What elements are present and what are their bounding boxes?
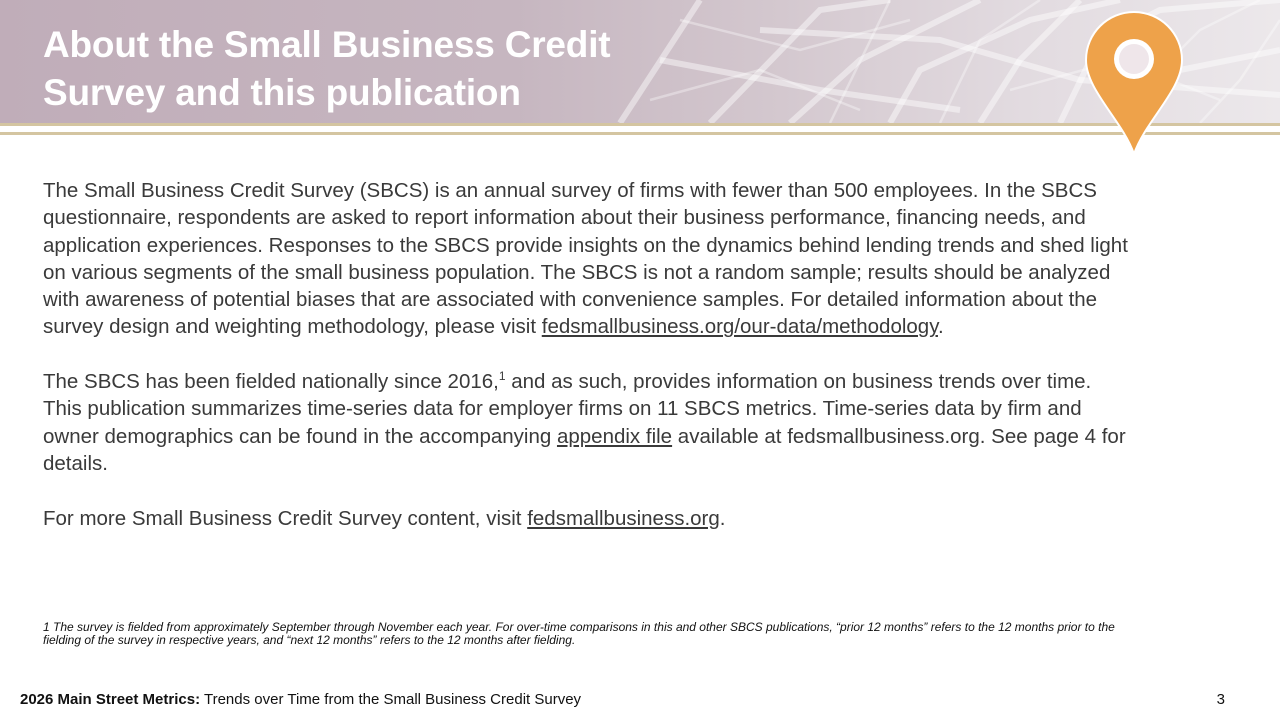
footer-title-bold: 2026 Main Street Metrics: xyxy=(20,691,201,708)
paragraph-text: The Small Business Credit Survey (SBCS) is an annual survey of firms with fewer than 500 employees. In the SBCS questionnaire, respondents are asked to report information about their business performance, financing needs, and application experiences. Responses to the SBCS provide insights on the dynamics behind lending trends and shed light on various segments of the small business population. The SBCS is not a random sample; results should be analyzed with awareness of potential biases that are associated with convenience samples. For detailed information about the survey design and weighting methodology, please visit xyxy=(43,179,1128,339)
paragraph-punctuation: . xyxy=(937,315,944,339)
body-content xyxy=(43,177,1133,559)
paragraph-text: and as such, provides information on business trends over time. This publication summarizes time-series data for employer firms on 11 SBCS metrics. Time-series data by firm and owner demographics can be found in the accompanying xyxy=(43,370,1092,448)
paragraph-more-content xyxy=(43,505,1133,532)
paragraph-text: available at fedsmallbusiness.org. See page 4 for details. xyxy=(43,424,1126,475)
paragraph-publication xyxy=(43,368,1133,477)
footnote: 1 The survey is fielded from approximately September through November each year. For over-time comparisons in this and other SBCS publications, “prior 12 months” refers to the 12 months prior to the fielding of the survey in respective years, and “next 12 months” refers to the 12 months after fielding. xyxy=(43,620,1115,647)
page-title xyxy=(43,21,743,117)
paragraph-text: The SBCS has been fielded nationally since 2016, xyxy=(43,370,499,394)
footer-title-rest: Trends over Time from the Small Business Credit Survey xyxy=(200,691,582,708)
page-title-line2: Survey and this publication xyxy=(43,72,521,113)
page-title-line1: About the Small Business Credit xyxy=(43,24,611,65)
paragraph-text: For more Small Business Credit Survey content, visit xyxy=(43,506,528,530)
paragraph-about-sbcs xyxy=(43,177,1133,341)
appendix-file-link[interactable]: appendix file xyxy=(556,424,673,448)
footnote-marker: 1 xyxy=(498,369,506,384)
page-number: 3 xyxy=(1216,691,1225,708)
fedsmallbusiness-link[interactable]: fedsmallbusiness.org xyxy=(527,506,720,530)
map-pin-icon xyxy=(1082,8,1186,158)
methodology-link[interactable]: fedsmallbusiness.org/our-data/methodology xyxy=(541,315,938,339)
footer-title xyxy=(20,691,581,708)
paragraph-punctuation: . xyxy=(719,506,726,530)
